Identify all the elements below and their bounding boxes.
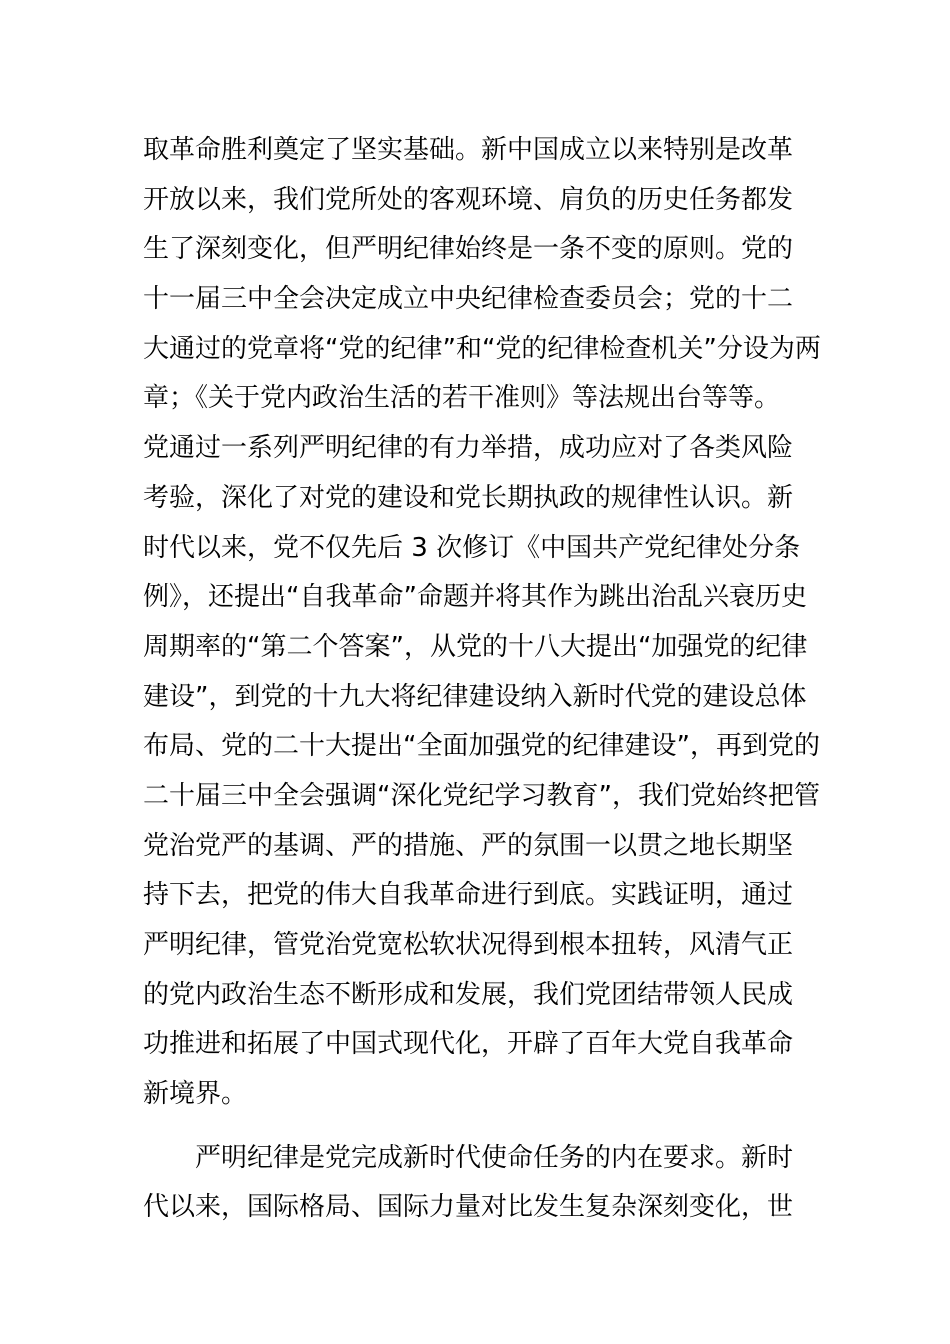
- text-line: 党治党严的基调、严的措施、严的氛围一以贯之地长期坚: [143, 830, 794, 861]
- text-line: 严明纪律，管党治党宽松软状况得到根本扭转，风清气正: [143, 930, 794, 960]
- text-line: 党通过一系列严明纪律的有力举措，成功应对了各类风险: [143, 433, 794, 464]
- text-line: 生了深刻变化，但严明纪律始终是一条不变的原则。党的: [143, 234, 794, 265]
- paragraph-2: [143, 1134, 823, 1233]
- body-text: [143, 126, 823, 1233]
- text-line: 十一届三中全会决定成立中央纪律检查委员会；党的十二: [143, 284, 794, 315]
- text-line: 大通过的党章将“党的纪律”和“党的纪律检查机关”分设为两: [143, 333, 821, 364]
- text-line: 功推进和拓展了中国式现代化，开辟了百年大党自我革命: [143, 1029, 794, 1060]
- text-line: 时代以来，党不仅先后 3 次修订《中国共产党纪律处分条: [143, 532, 801, 563]
- text-line: 严明纪律是党完成新时代使命任务的内在要求。新时: [195, 1142, 794, 1173]
- paragraph-1: [143, 126, 823, 1120]
- text-line: 取革命胜利奠定了坚实基础。新中国成立以来特别是改革: [143, 135, 794, 165]
- text-line: 布局、党的二十大提出“全面加强党的纪律建设”，再到党的: [143, 731, 820, 762]
- text-line: 新境界。: [143, 1079, 248, 1110]
- text-line: 建设”，到党的十九大将纪律建设纳入新时代党的建设总体: [143, 681, 807, 712]
- paragraph-spacer: [143, 1120, 823, 1134]
- text-line: 考验，深化了对党的建设和党长期执政的规律性认识。新: [143, 482, 794, 513]
- text-line: 持下去，把党的伟大自我革命进行到底。实践证明，通过: [143, 880, 794, 911]
- text-line: 章；《关于党内政治生活的若干准则》等法规出台等等。: [143, 383, 781, 414]
- text-line: 例》，还提出“自我革命”命题并将其作为跳出治乱兴衰历史: [143, 582, 807, 613]
- text-line: 的党内政治生态不断形成和发展，我们党团结带领人民成: [143, 979, 794, 1010]
- text-line: 二十届三中全会强调“深化党纪学习教育”，我们党始终把管: [143, 780, 820, 811]
- text-line: 开放以来，我们党所处的客观环境、肩负的历史任务都发: [143, 184, 794, 215]
- text-line: 周期率的“第二个答案”，从党的十八大提出“加强党的纪律: [143, 631, 808, 662]
- text-line: 代以来，国际格局、国际力量对比发生复杂深刻变化，世: [143, 1192, 794, 1223]
